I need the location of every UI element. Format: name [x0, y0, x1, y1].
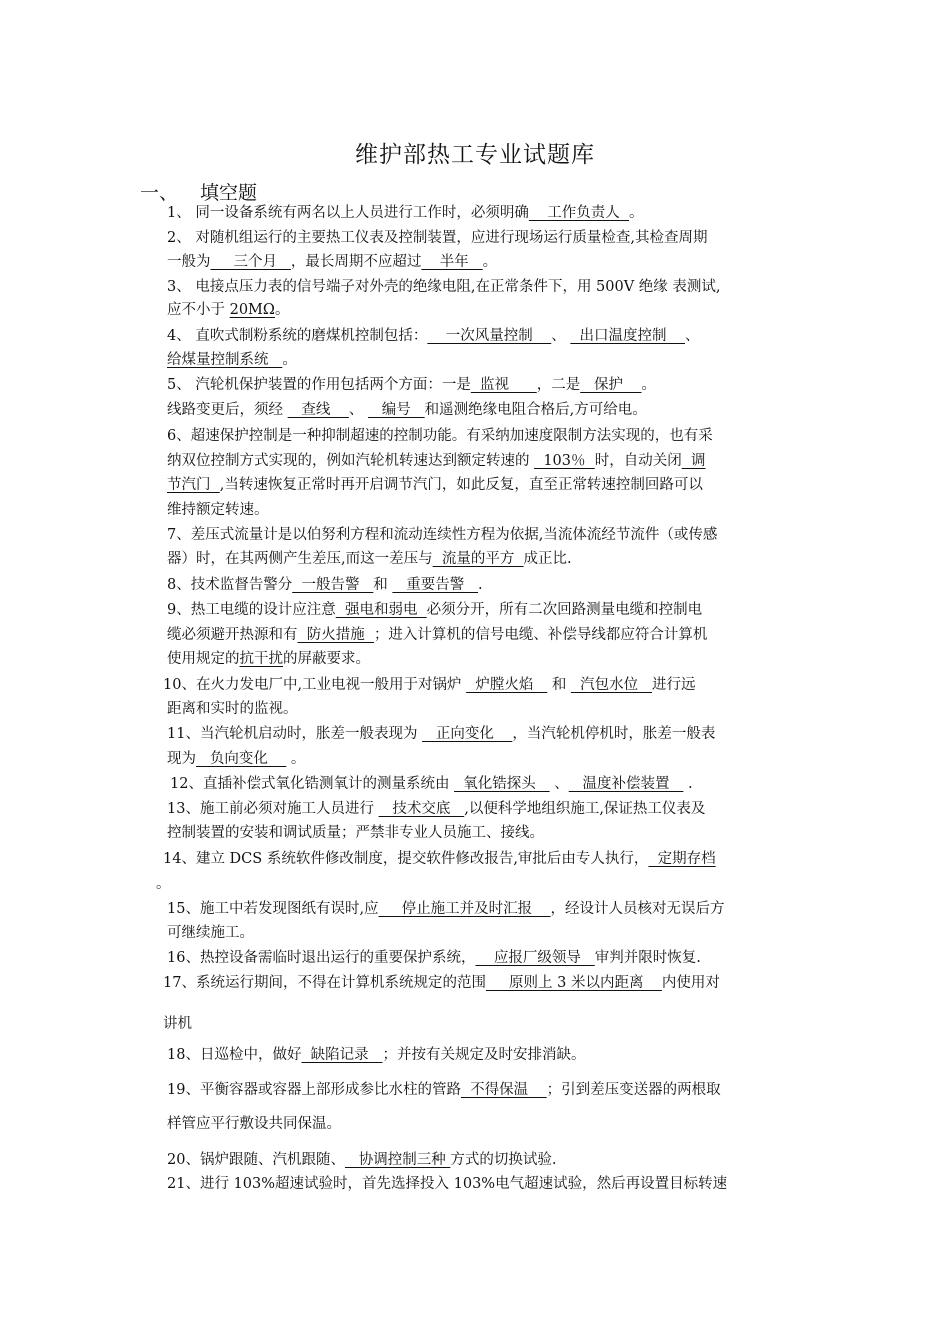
- answer-blank: 保护: [580, 377, 642, 393]
- question-text: 可继续施工。: [167, 925, 254, 941]
- answer-blank: 汽包水位: [570, 677, 652, 693]
- answer-blank: 协调控制三种: [344, 1152, 451, 1168]
- answer-blank: 正向变化: [422, 726, 513, 742]
- answer-blank: 防火措施: [297, 627, 374, 643]
- question-text: 讲机: [163, 1016, 192, 1032]
- question-text: 样管应平行敷设共同保温。: [167, 1116, 341, 1132]
- question-text: ，二是: [536, 377, 581, 393]
- question-text: 应不小于: [167, 302, 230, 318]
- question-text: 和遥测绝缘电阻合格后,方可给电。: [424, 402, 647, 418]
- question-text: 和: [373, 577, 393, 593]
- question-line: [167, 823, 544, 843]
- question-text: 线路变更后，须经: [167, 402, 288, 418]
- question-line: [167, 400, 647, 420]
- answer-blank: 流量的平方: [432, 551, 524, 567]
- question-text: 器）时，在其两侧产生差压,而这一差压与: [167, 551, 433, 567]
- question-text: 和: [547, 677, 571, 693]
- question-text: 5、 汽轮机保护装置的作用包括两个方面：一是: [167, 377, 471, 393]
- answer-blank: 103％: [534, 453, 595, 469]
- answer-blank: 20MΩ: [229, 302, 275, 318]
- question-line: [167, 252, 497, 272]
- question-line: [167, 1150, 557, 1170]
- answer-blank: 出口温度控制: [570, 328, 685, 344]
- question-text: 18、日巡检中，做好: [167, 1047, 302, 1063]
- question-text: 14、建立 DCS 系统软件修改制度，提交软件修改报告,审批后由专人执行，: [163, 851, 649, 867]
- question-text: 。: [629, 205, 644, 221]
- question-text: 17、系统运行期间，不得在计算机系统规定的范围: [163, 975, 486, 991]
- question-line: [167, 1174, 727, 1194]
- question-text: 现为: [167, 751, 196, 767]
- question-text: ,以便科学地组织施工,保证热工仪表及: [464, 801, 706, 817]
- question-line: [167, 525, 717, 545]
- question-line: [167, 549, 572, 569]
- section-heading: [140, 178, 257, 205]
- question-text: 、: [348, 402, 368, 418]
- answer-blank: 一般告警: [292, 577, 374, 593]
- answer-blank: 半年: [421, 254, 483, 270]
- question-text: 。: [156, 876, 171, 892]
- question-text: ，当汽轮机停机时，胀差一般表: [512, 726, 716, 742]
- question-text: 2、 对随机组运行的主要热工仪表及控制装置，应进行现场运行质量检查,其检查周期: [167, 230, 708, 246]
- answer-blank: 一次风量控制: [427, 328, 552, 344]
- question-line: [156, 874, 171, 894]
- question-line: [163, 1014, 192, 1034]
- question-line: [167, 277, 721, 297]
- answer-blank: 应报厂级领导: [475, 950, 595, 966]
- question-text: 距离和实时的监视。: [167, 701, 298, 717]
- answer-blank: 技术交底: [378, 801, 465, 817]
- question-text: 15、施工中若发现图纸有误时,应: [167, 901, 379, 917]
- question-line: [167, 350, 297, 370]
- answer-blank: 查线: [287, 402, 349, 418]
- page-title: 维护部热工专业试题库: [355, 142, 595, 168]
- question-text: ；并按有关规定及时安排消缺。: [382, 1047, 586, 1063]
- question-line: [167, 899, 725, 919]
- question-text: .: [478, 577, 483, 593]
- section-number: 一、: [140, 182, 179, 204]
- answer-blank: 给煤量控制系统: [167, 352, 283, 368]
- question-text: 、: [551, 328, 571, 344]
- question-text: 。: [274, 302, 290, 318]
- question-text: 。: [282, 352, 297, 368]
- answer-blank: 工作负责人: [528, 205, 629, 221]
- question-text: ，最长周期不应超过: [290, 254, 422, 270]
- question-line: [167, 799, 705, 819]
- question-line: [167, 1080, 721, 1100]
- question-text: 11、当汽轮机启动时，胀差一般表现为: [167, 726, 423, 742]
- question-text: 12、直插补偿式氧化锆测氧计的测量系统由: [170, 776, 455, 792]
- question-text: 9、热工电缆的设计应注意: [167, 602, 336, 618]
- answer-blank: 炉膛火焰: [466, 677, 548, 693]
- answer-blank: 三个月: [210, 254, 291, 270]
- question-text: 内使用对: [661, 975, 720, 991]
- question-text: 3、 电接点压力表的信号端子对外壳的绝缘电阻,在正常条件下，用 500V 绝缘 表测试,: [167, 279, 721, 295]
- question-line: [167, 724, 715, 744]
- answer-blank: 抗干扰: [239, 651, 283, 667]
- question-line: [167, 228, 707, 248]
- question-text: 7、差压式流量计是以伯努利方程和流动连续性方程为依据,当流体流经节流件（或传感: [167, 527, 718, 543]
- answer-blank: 温度补偿装置: [568, 776, 684, 792]
- question-line: [163, 849, 716, 869]
- question-text: 使用规定的: [167, 651, 240, 667]
- answer-blank: 定期存档: [648, 851, 716, 867]
- answer-blank: 节汽门: [167, 477, 220, 493]
- question-text: 。: [641, 377, 656, 393]
- answer-blank: 氧化锆探头: [454, 776, 550, 792]
- question-text: 1、 同一设备系统有两名以上人员进行工作时，必须明确: [167, 205, 529, 221]
- question-text: 13、施工前必须对施工人员进行: [167, 801, 379, 817]
- question-text: ，经设计人员核对无误后方: [550, 901, 725, 917]
- question-text: 控制装置的安装和调试质量；严禁非专业人员施工、接线。: [167, 825, 544, 841]
- answer-blank: 原则上 3 米以内距离: [485, 975, 662, 991]
- question-line: [167, 426, 713, 446]
- question-line: [167, 1114, 341, 1134]
- answer-blank: 调: [681, 453, 706, 469]
- question-text: 审判并限时恢复.: [594, 950, 701, 966]
- question-text: ,当转速恢复正常时再开启调节汽门，如此反复，直至正常转速控制回路可以: [219, 477, 703, 493]
- answer-blank: 编号: [367, 402, 425, 418]
- question-text: 。: [286, 751, 306, 767]
- question-line: [167, 203, 644, 223]
- question-text: ；引到差压变送器的两根取: [546, 1082, 721, 1098]
- question-line: [167, 475, 703, 495]
- question-line: [167, 600, 702, 620]
- question-line: [167, 375, 656, 395]
- question-line: [167, 326, 699, 346]
- question-text: 时，自动关闭: [594, 453, 682, 469]
- question-line: [170, 774, 693, 794]
- question-line: [167, 500, 269, 520]
- question-line: [167, 948, 701, 968]
- answer-blank: 监视: [470, 377, 537, 393]
- question-text: 缆必须避开热源和有: [167, 627, 298, 643]
- question-text: 维持额定转速。: [167, 502, 269, 518]
- answer-blank: 缺陷记录: [301, 1047, 383, 1063]
- question-text: 进行远: [651, 677, 696, 693]
- answer-blank: 停止施工并及时汇报: [378, 901, 551, 917]
- answer-blank: 不得保温: [460, 1082, 547, 1098]
- question-text: 、: [684, 328, 700, 344]
- question-text: 19、平衡容器或容器上部形成参比水柱的管路: [167, 1082, 461, 1098]
- question-text: 必须分开，所有二次回路测量电缆和控制电: [426, 602, 703, 618]
- question-text: .: [683, 776, 693, 792]
- question-line: [163, 675, 695, 695]
- question-text: 。: [482, 254, 498, 270]
- question-text: 10、在火力发电厂中,工业电视一般用于对锅炉: [163, 677, 467, 693]
- question-line: [167, 1045, 586, 1065]
- question-line: [167, 649, 370, 669]
- question-line: [167, 451, 705, 471]
- question-text: 16、热控设备需临时退出运行的重要保护系统，: [167, 950, 476, 966]
- answer-blank: 负向变化: [196, 751, 287, 767]
- question-line: [167, 699, 298, 719]
- question-line: [167, 575, 483, 595]
- question-line: [167, 749, 305, 769]
- question-text: 6、超速保护控制是一种抑制超速的控制功能。有采纳加速度限制方法实现的，也有采: [167, 428, 713, 444]
- answer-blank: 强电和弱电: [335, 602, 427, 618]
- question-text: 20、锅炉跟随、汽机跟随、: [167, 1152, 345, 1168]
- question-line: [167, 625, 707, 645]
- question-line: [167, 300, 289, 320]
- question-text: 8、技术监督告警分: [167, 577, 293, 593]
- question-text: 4、 直吹式制粉系统的磨煤机控制包括：: [167, 328, 428, 344]
- question-text: 、: [549, 776, 569, 792]
- question-text: 成正比.: [523, 551, 572, 567]
- question-text: 一般为: [167, 254, 211, 270]
- question-text: 纳双位控制方式实现的，例如汽轮机转速达到额定转速的: [167, 453, 535, 469]
- question-line: [163, 973, 720, 993]
- question-text: 的屏蔽要求。: [283, 651, 370, 667]
- question-line: [167, 923, 254, 943]
- question-text: 方式的切换试验.: [450, 1152, 557, 1168]
- answer-blank: 重要告警: [392, 577, 479, 593]
- question-text: ；进入计算机的信号电缆、补偿导线都应符合计算机: [373, 627, 708, 643]
- question-text: 21、进行 103%超速试验时，首先选择投入 103%电气超速试验，然后再设置目标转速: [167, 1176, 728, 1192]
- section-label: 填空题: [200, 182, 258, 204]
